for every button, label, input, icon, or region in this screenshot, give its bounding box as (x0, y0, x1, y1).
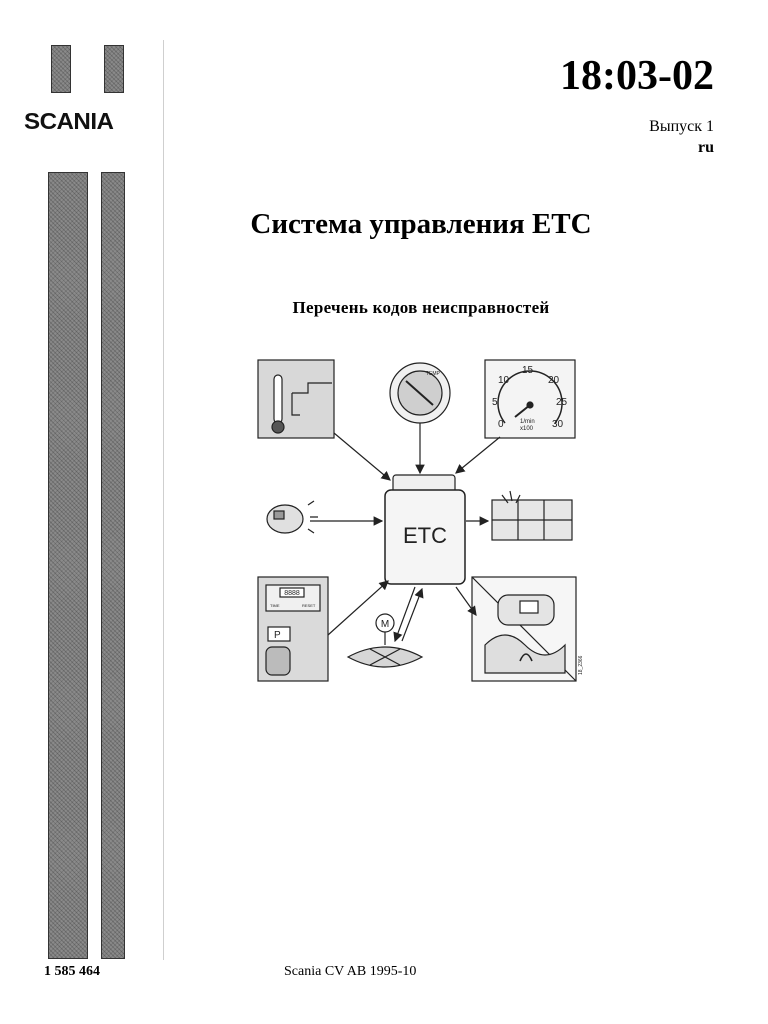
scania-logo: SCANIA (24, 108, 114, 134)
control-display-icon (258, 577, 328, 681)
motor-valve-icon (348, 614, 422, 667)
etc-label: ETC (403, 523, 447, 548)
display-readout: 8888 (284, 590, 300, 597)
arrow-temperature-to-etc (334, 433, 390, 480)
svg-text:x100: x100 (520, 426, 534, 432)
logo-bar-right-top (104, 45, 124, 93)
tachometer-icon (485, 360, 575, 438)
svg-text:10: 10 (498, 375, 510, 386)
svg-text:30: 30 (552, 419, 564, 430)
svg-text:TIME: TIME (270, 603, 280, 608)
margin-divider (163, 40, 164, 960)
publisher-line: Scania CV AB 1995-10 (284, 964, 417, 979)
document-number: 18:03-02 (560, 53, 714, 99)
heater-icon (472, 577, 584, 681)
page-subtitle: Перечень кодов неисправностей (292, 298, 550, 317)
page-title: Система управления ETC (250, 208, 592, 240)
side-bar-right (101, 172, 125, 959)
svg-text:P: P (274, 630, 281, 641)
etc-control-unit (385, 475, 465, 584)
svg-text:20: 20 (548, 375, 560, 386)
svg-text:1/min: 1/min (520, 419, 535, 425)
temperature-sensor-icon (258, 360, 334, 438)
temperature-gauge-icon (390, 363, 450, 423)
svg-text:0: 0 (498, 419, 504, 430)
svg-text:RESET: RESET (302, 603, 316, 608)
svg-text:5: 5 (492, 397, 498, 408)
logo-bar-left-top (51, 45, 71, 93)
svg-text:15: 15 (522, 365, 534, 376)
etc-system-diagram (230, 345, 610, 725)
warning-panel-icon (492, 491, 572, 540)
part-number: 1 585 464 (44, 964, 100, 979)
figure-code: 18_2366 (578, 655, 584, 675)
svg-text:25: 25 (556, 397, 568, 408)
edition-label: Выпуск 1 (649, 118, 714, 135)
remote-key-icon (267, 501, 318, 533)
side-bar-left (48, 172, 88, 959)
language-code: ru (698, 139, 714, 156)
svg-text:M: M (380, 619, 390, 630)
arrow-tachometer-to-etc (456, 437, 500, 473)
gauge-label: TEMP (426, 371, 440, 377)
